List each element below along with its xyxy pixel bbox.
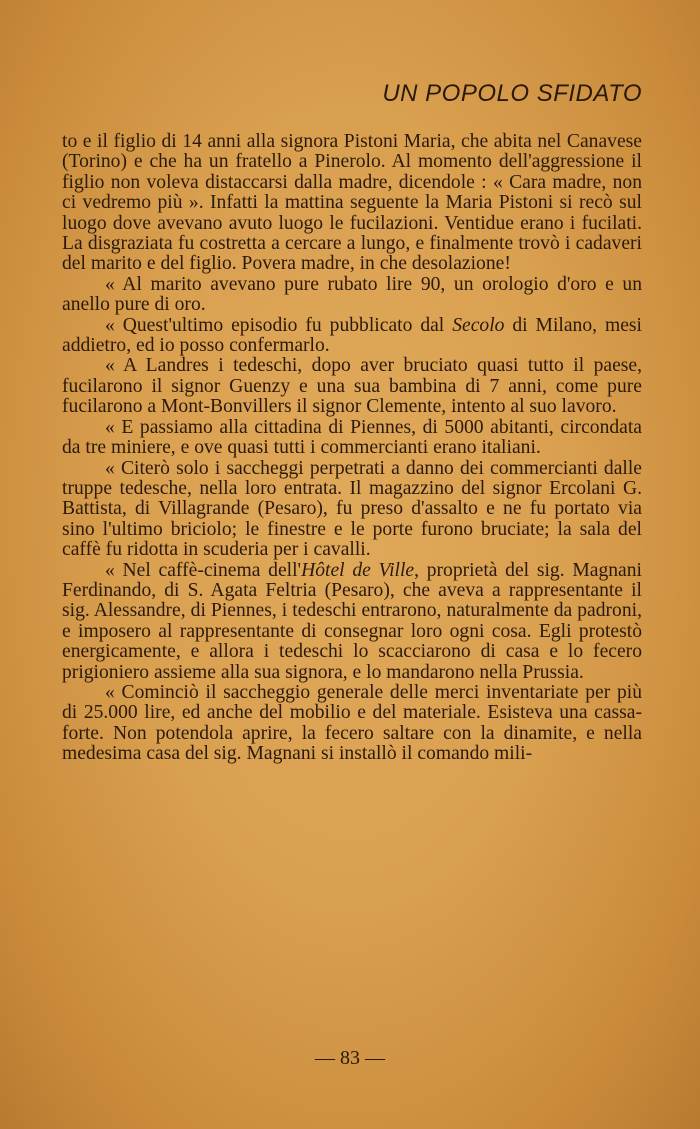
paragraph (62, 418, 642, 459)
text-span: « Nel caffè-cinema dell' (105, 559, 302, 581)
text-span: « Quest'ultimo episodio fu pubblicato dal (105, 314, 453, 336)
paragraph (62, 275, 642, 316)
page-number: — 83 — (315, 1047, 385, 1069)
paragraph (62, 561, 642, 683)
italic-title: Hôtel de Ville (301, 559, 415, 581)
paragraph (62, 683, 642, 765)
italic-title: Secolo (452, 314, 505, 336)
text-span: , proprietà del sig. Magnani Ferdinando, di S. Agata Feltria (Pesaro), che aveva a rappresentante il sig. Alessandre, di Piennes, i tedeschi entrarono, naturalmente da padroni, e imposero al rappresentante di consegnar loro ogni cosa. Egli protestò energicamente, e allora i tedeschi lo scacciarono di casa e lo fecero prigioniero assieme alla sua signora, e lo mandarono nella Prussia. (62, 559, 642, 683)
paragraph (62, 132, 642, 275)
paragraph (62, 459, 642, 561)
text-span: « A Landres i tedeschi, dopo aver bruciato quasi tutto il paese, fucilarono il signor Guenzy e una sua bambina di 7 anni, come pure fucilarono a Mont-Bonvillers il signor Clemente, intento al suo lavoro. (62, 355, 642, 418)
text-span: « Al marito avevano pure rubato lire 90, un orologio d'oro e un anello pure di oro. (62, 273, 642, 316)
text-span: « Cominciò il saccheggio generale delle merci inventariate per più di 25.000 lire, ed anche del mobilio e del materiale. Esisteva una cassa-forte. Non potendola aprire, la fecero saltare con la dinamite, e nella medesima casa del sig. Magnani si installò il comando mili- (62, 681, 642, 765)
body-text (62, 132, 642, 765)
text-span: to e il figlio di 14 anni alla signora Pistoni Maria, che abita nel Canavese (Torino) e che ha un fratello a Pinerolo. Al momento dell'aggressione il figlio non voleva distaccarsi dalla madre, dicendole : « Cara madre, non ci vedremo più ». Infatti la mattina seguente la Maria Pistoni si recò sul luogo dove avevano avuto luogo le fucilazioni. Ventidue erano i fucilati. La disgraziata fu costretta a cercare a lungo, e finalmente trovò i cadaveri del marito e del figlio. Povera madre, in che desolazione! (62, 131, 642, 275)
running-head: UN POPOLO SFIDATO (382, 80, 642, 107)
paragraph (62, 316, 642, 357)
text-span: di Milano, mesi addietro, ed io posso confermarlo. (62, 314, 642, 357)
text-span: « Citerò solo i saccheggi perpetrati a danno dei commercianti dalle truppe tedesche, nella loro entrata. Il magazzino del signor Ercolani G. Battista, di Villagrande (Pesaro), fu preso d'assalto e ne fu portato via sino l'ultimo briciolo; le finestre e le porte furono bruciate; la sala del caffè fu ridotta in scuderia per i cavalli. (62, 457, 642, 561)
text-span: « E passiamo alla cittadina di Piennes, di 5000 abitanti, circondata da tre miniere, e ove quasi tutti i commercianti erano italiani. (62, 416, 642, 459)
paragraph (62, 356, 642, 417)
